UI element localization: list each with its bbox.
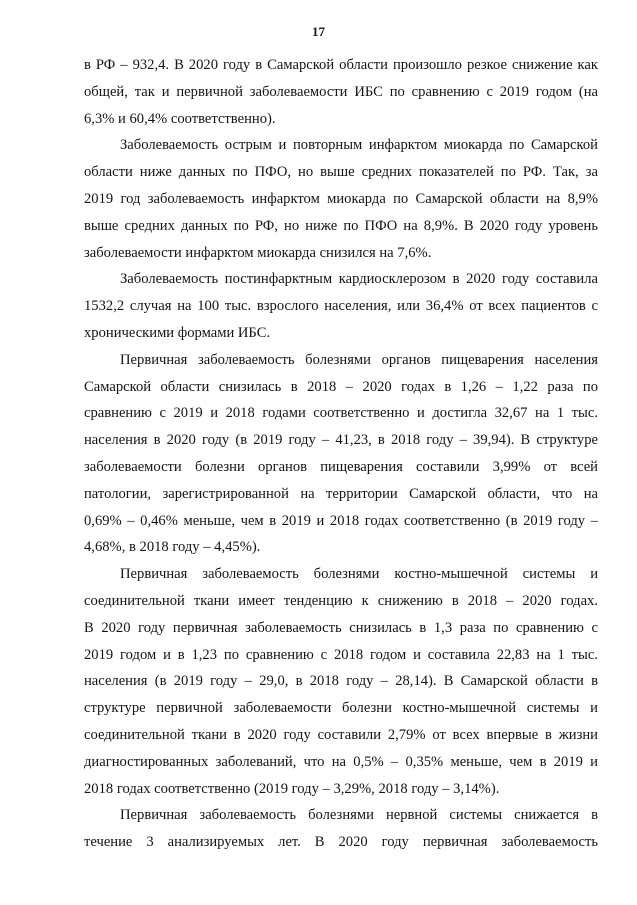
- text-line: 2018 годах соответственно (2019 году – 3,29%, 2018 году – 3,14%).: [84, 780, 500, 797]
- paragraph-4: [84, 347, 598, 561]
- text-line: Первичная заболеваемость болезнями органов пищеварения населения: [120, 351, 598, 368]
- text-line: области ниже данных по ПФО, но выше средних показателей по РФ. Так, за: [84, 164, 598, 181]
- text-line: Первичная заболеваемость болезнями нервной системы снижается в: [120, 807, 598, 824]
- text-line: Первичная заболеваемость болезнями костно-мышечной системы и: [120, 566, 598, 583]
- text-line: 6,3% и 60,4% соответственно).: [84, 110, 276, 127]
- text-line: Самарской области снизилась в 2018 – 2020 годах в 1,26 – 1,22 раза по: [84, 378, 598, 395]
- text-line: патологии, зарегистрированной на территории Самарской области, что на: [84, 485, 598, 502]
- text-line: населения в 2020 году (в 2019 году – 41,23, в 2018 году – 39,94). В структуре: [84, 432, 598, 449]
- text-line: Заболеваемость острым и повторным инфарктом миокарда по Самарской: [120, 137, 598, 154]
- page-number: 17: [312, 24, 325, 39]
- text-line: 1532,2 случая на 100 тыс. взрослого населения, или 36,4% от всех пациентов с: [84, 298, 598, 315]
- text-line: хроническими формами ИБС.: [84, 324, 271, 341]
- text-line: структуре первичной заболеваемости болезни костно-мышечной системы и: [84, 700, 598, 717]
- text-line: общей, так и первичной заболеваемости ИБС по сравнению с 2019 годом (на: [84, 83, 598, 100]
- text-line: сравнению с 2019 и 2018 годами соответственно и достигла 32,67 на 1 тыс.: [84, 405, 598, 422]
- text-line: соединительной ткани в 2020 году составили 2,79% от всех впервые в жизни: [84, 726, 598, 743]
- text-line: диагностированных заболеваний, что на 0,5% – 0,35% меньше, чем в 2019 и: [84, 753, 598, 770]
- text-line: 0,69% – 0,46% меньше, чем в 2019 и 2018 годах соответственно (в 2019 году –: [84, 512, 598, 529]
- text-line: населения (в 2019 году – 29,0, в 2018 году – 28,14). В Самарской области в: [84, 673, 598, 690]
- paragraph-3: [84, 266, 598, 346]
- text-line: соединительной ткани имеет тенденцию к снижению в 2018 – 2020 годах.: [84, 592, 598, 609]
- text-line: течение 3 анализируемых лет. В 2020 году первичная заболеваемость: [84, 834, 598, 851]
- paragraph-6: [84, 802, 598, 856]
- text-line: выше средних данных по РФ, но ниже по ПФО на 8,9%. В 2020 году уровень: [84, 217, 598, 234]
- paragraph-1: [84, 52, 598, 132]
- text-line: Заболеваемость постинфарктным кардиосклерозом в 2020 году составила: [120, 271, 598, 288]
- paragraph-2: [84, 132, 598, 266]
- paragraph-5: [84, 561, 598, 802]
- text-line: В 2020 году первичная заболеваемость снизилась в 1,3 раза по сравнению с: [84, 619, 598, 636]
- text-line: заболеваемости инфарктом миокарда снизился на 7,6%.: [84, 244, 432, 261]
- text-line: 2019 годом и в 1,23 по сравнению с 2018 годом и составила 22,83 на 1 тыс.: [84, 646, 598, 663]
- text-line: 2019 год заболеваемость инфарктом миокарда по Самарской области на 8,9%: [84, 190, 598, 207]
- text-line: в РФ – 932,4. В 2020 году в Самарской области произошло резкое снижение как: [84, 57, 598, 73]
- text-line: 4,68%, в 2018 году – 4,45%).: [84, 539, 261, 556]
- body-text: [84, 52, 598, 856]
- text-line: заболеваемости болезни органов пищеварения составили 3,99% от всей: [84, 458, 598, 475]
